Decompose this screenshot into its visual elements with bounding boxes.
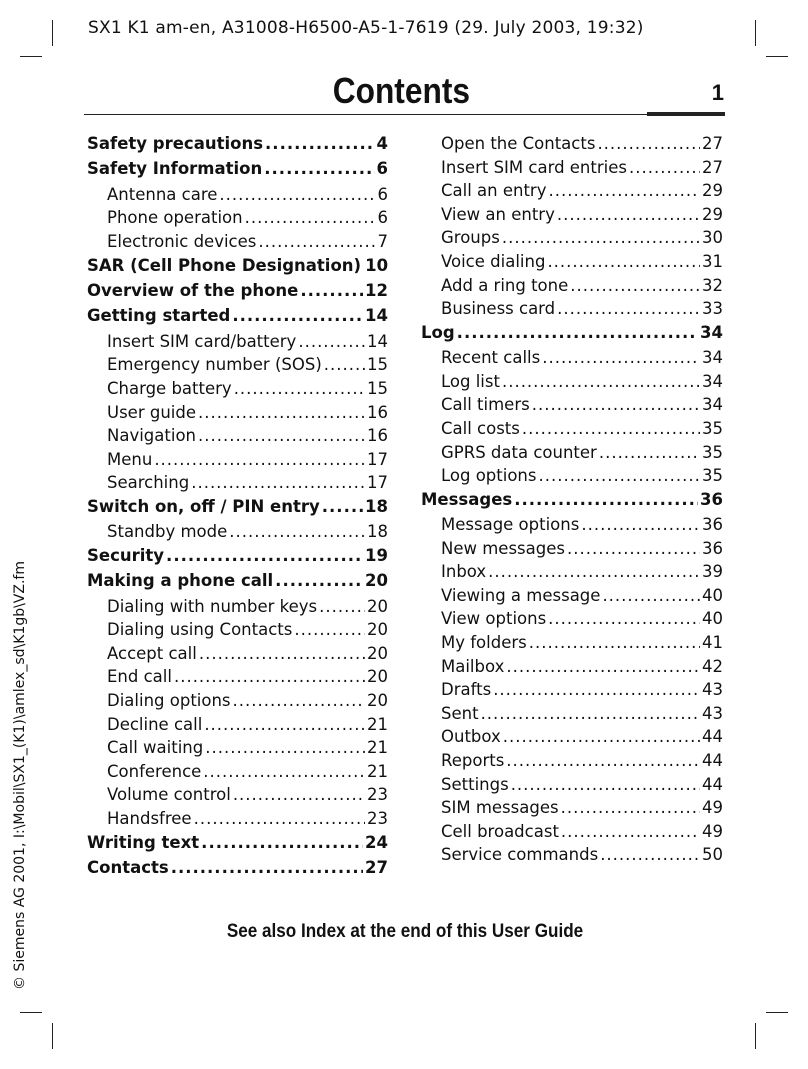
toc-entry-page: 36 xyxy=(702,515,723,535)
toc-entry[interactable] xyxy=(87,134,388,159)
toc-entry-label: Insert SIM card entries xyxy=(441,157,627,177)
toc-entry-label: Safety Information xyxy=(87,159,263,179)
toc-entry-label: Log list xyxy=(441,371,500,391)
toc-entry-page: 44 xyxy=(702,727,723,747)
toc-leader-dots xyxy=(233,785,365,804)
toc-entry[interactable] xyxy=(87,497,388,522)
toc-entry-page: 27 xyxy=(702,134,723,153)
toc-entry-page: 41 xyxy=(702,633,723,653)
toc-entry-page: 6 xyxy=(377,184,388,204)
toc-entry-page: 18 xyxy=(365,496,388,516)
toc-leader-dots xyxy=(602,586,700,605)
toc-entry[interactable] xyxy=(421,657,723,681)
toc-entry[interactable] xyxy=(87,546,388,571)
toc-leader-dots xyxy=(294,620,365,639)
toc-entry-label: Drafts xyxy=(441,680,492,700)
toc-entry[interactable] xyxy=(421,586,723,610)
toc-entry[interactable] xyxy=(87,738,388,762)
toc-entry-label: Call an entry xyxy=(441,181,547,201)
toc-entry[interactable] xyxy=(421,443,723,467)
toc-entry[interactable] xyxy=(87,858,388,883)
toc-entry[interactable] xyxy=(421,798,723,822)
toc-entry-page: 34 xyxy=(700,322,723,342)
toc-entry[interactable] xyxy=(421,228,723,252)
toc-leader-dots xyxy=(488,562,700,581)
toc-entry-label: Safety precautions xyxy=(87,134,264,153)
toc-entry-label: Switch on, off / PIN entry xyxy=(87,496,320,516)
page-number: 1 xyxy=(711,80,724,105)
toc-leader-dots xyxy=(542,348,700,367)
toc-entry[interactable] xyxy=(421,323,723,348)
toc-entry[interactable] xyxy=(421,466,723,490)
toc-entry[interactable] xyxy=(421,348,723,372)
toc-entry-page: 20 xyxy=(367,691,388,711)
toc-leader-dots xyxy=(502,372,700,391)
toc-entry[interactable] xyxy=(421,252,723,276)
toc-entry-page: 23 xyxy=(367,785,388,805)
toc-entry[interactable] xyxy=(421,727,723,751)
toc-entry-page: 23 xyxy=(367,809,388,828)
toc-leader-dots xyxy=(511,775,700,794)
toc-entry-label: Voice dialing xyxy=(441,251,546,271)
toc-leader-dots xyxy=(198,403,365,422)
toc-entry-page: 27 xyxy=(365,857,388,877)
toc-entry-label: Searching xyxy=(107,473,190,493)
toc-leader-dots xyxy=(191,473,365,492)
toc-entry-label: New messages xyxy=(441,538,565,558)
toc-entry-page: 44 xyxy=(702,751,723,771)
toc-leader-dots xyxy=(567,539,700,558)
toc-leader-dots xyxy=(171,858,363,877)
toc-leader-dots xyxy=(203,762,365,781)
toc-entry[interactable] xyxy=(87,809,388,833)
toc-entry[interactable] xyxy=(421,633,723,657)
toc-entry-page: 49 xyxy=(702,821,723,841)
toc-entry-label: Making a phone call xyxy=(87,571,274,591)
toc-leader-dots xyxy=(581,515,700,534)
toc-entry-page: 17 xyxy=(367,473,388,493)
toc-leader-dots xyxy=(493,680,700,699)
toc-leader-dots xyxy=(174,667,365,686)
toc-entry-label: Emergency number (SOS) xyxy=(107,355,322,375)
index-reference-note: See also Index at the end of this User Guide xyxy=(226,921,584,942)
toc-entry[interactable] xyxy=(87,571,388,596)
toc-leader-dots xyxy=(502,228,700,247)
toc-leader-dots xyxy=(539,466,701,485)
toc-entry-label: Call timers xyxy=(441,395,530,415)
toc-entry-label: Phone operation xyxy=(107,208,243,228)
toc-entry-page: 42 xyxy=(702,656,723,676)
toc-leader-dots xyxy=(258,232,375,251)
toc-entry-label: Call costs xyxy=(441,418,520,438)
toc-entry-page: 27 xyxy=(702,157,723,177)
toc-leader-dots xyxy=(457,323,698,342)
toc-entry-page: 50 xyxy=(702,845,723,865)
toc-entry-page: 30 xyxy=(702,228,723,248)
toc-entry-page: 33 xyxy=(702,299,723,319)
toc-entry-label: GPRS data counter xyxy=(441,442,597,462)
toc-entry[interactable] xyxy=(87,185,388,209)
toc-leader-dots xyxy=(198,426,365,445)
toc-entry[interactable] xyxy=(421,372,723,396)
toc-leader-dots xyxy=(503,727,700,746)
toc-entry-page: 43 xyxy=(702,680,723,700)
toc-entry-label: Security xyxy=(87,545,165,565)
toc-entry-page: 35 xyxy=(702,442,723,462)
toc-entry[interactable] xyxy=(87,256,388,281)
toc-leader-dots xyxy=(522,419,700,438)
toc-entry-page: 44 xyxy=(702,774,723,794)
toc-entry-page: 20 xyxy=(367,596,388,616)
toc-entry-label: Reports xyxy=(441,751,505,771)
toc-entry-page: 21 xyxy=(367,761,388,781)
crop-mark-bottom-left-h xyxy=(20,1012,42,1013)
toc-entry-page: 29 xyxy=(702,181,723,201)
toc-leader-dots xyxy=(322,497,363,516)
toc-entry-label: Handsfree xyxy=(107,809,192,828)
toc-leader-dots xyxy=(275,571,363,590)
toc-entry-label: Dialing with number keys xyxy=(107,596,318,616)
toc-entry-page: 20 xyxy=(367,667,388,687)
crop-mark-top-right-v xyxy=(755,20,756,46)
toc-entry-page: 20 xyxy=(367,643,388,663)
toc-entry[interactable] xyxy=(421,609,723,633)
toc-entry[interactable] xyxy=(87,473,388,497)
toc-entry-page: 20 xyxy=(367,620,388,640)
toc-entry-page: 40 xyxy=(702,585,723,605)
toc-entry-page: 39 xyxy=(702,562,723,582)
toc-leader-dots xyxy=(205,738,365,757)
toc-entry-page: 6 xyxy=(376,159,388,179)
toc-entry-label: User guide xyxy=(107,402,196,422)
toc-leader-dots xyxy=(194,809,365,828)
toc-entry[interactable] xyxy=(421,845,723,869)
toc-entry-page: 4 xyxy=(376,134,388,153)
toc-leader-dots xyxy=(514,490,698,509)
toc-entry-page: 24 xyxy=(365,832,388,852)
toc-leader-dots xyxy=(549,181,701,200)
toc-entry-label: Accept call xyxy=(107,643,197,663)
toc-entry-label: Recent calls xyxy=(441,348,541,368)
toc-leader-dots xyxy=(547,252,700,271)
toc-entry[interactable] xyxy=(421,680,723,704)
toc-entry-label: Log options xyxy=(441,466,537,486)
toc-entry[interactable] xyxy=(87,762,388,786)
toc-entry-page: 49 xyxy=(702,798,723,818)
toc-leader-dots xyxy=(199,644,365,663)
toc-leader-dots xyxy=(599,443,700,462)
toc-entry-label: SIM messages xyxy=(441,798,559,818)
toc-entry[interactable] xyxy=(421,395,723,419)
toc-entry-page: 21 xyxy=(367,714,388,734)
toc-leader-dots xyxy=(561,822,700,841)
toc-entry-page: 15 xyxy=(367,378,388,398)
crop-mark-top-left-h xyxy=(20,56,42,57)
toc-entry-label: Call waiting xyxy=(107,738,204,758)
toc-entry-label: Writing text xyxy=(87,832,200,852)
toc-entry-label: Contacts xyxy=(87,857,169,877)
toc-entry[interactable] xyxy=(421,419,723,443)
toc-leader-dots xyxy=(600,845,700,864)
toc-leader-dots xyxy=(481,704,700,723)
toc-entry-page: 36 xyxy=(702,538,723,558)
toc-entry-page: 15 xyxy=(367,355,388,375)
toc-entry[interactable] xyxy=(87,785,388,809)
toc-entry[interactable] xyxy=(421,158,723,182)
toc-entry-label: Mailbox xyxy=(441,656,505,676)
toc-entry-label: Volume control xyxy=(107,785,231,805)
toc-entry-label: Electronic devices xyxy=(107,231,257,251)
toc-entry-page: 16 xyxy=(367,426,388,446)
toc-entry[interactable] xyxy=(421,276,723,300)
toc-entry-label: View options xyxy=(441,609,547,629)
toc-entry-page: 16 xyxy=(367,402,388,422)
toc-entry-label: Service commands xyxy=(441,845,599,865)
toc-entry[interactable] xyxy=(87,306,388,331)
toc-entry[interactable] xyxy=(421,515,723,539)
title-rule xyxy=(84,114,647,115)
toc-entry[interactable] xyxy=(87,450,388,474)
toc-entry-label: Log xyxy=(421,322,455,342)
toc-entry-label: Cell broadcast xyxy=(441,821,559,841)
crop-mark-bottom-right-h xyxy=(766,1012,788,1013)
toc-entry-page: 21 xyxy=(367,738,388,758)
toc-leader-dots xyxy=(233,691,365,710)
toc-entry-page: 34 xyxy=(702,371,723,391)
crop-mark-top-right-h xyxy=(766,56,788,57)
toc-entry-page: 32 xyxy=(702,275,723,295)
toc-entry-page: 7 xyxy=(377,231,388,251)
toc-entry[interactable] xyxy=(421,775,723,799)
toc-entry-label: Open the Contacts xyxy=(441,134,596,153)
toc-entry[interactable] xyxy=(421,205,723,229)
toc-entry-page: 17 xyxy=(367,449,388,469)
toc-entry-page: 20 xyxy=(365,571,388,591)
toc-entry-label: Message options xyxy=(441,515,580,535)
toc-entry-label: Antenna care xyxy=(107,184,218,204)
toc-leader-dots xyxy=(204,715,365,734)
file-info-header: SX1 K1 am-en, A31008-H6500-A5-1-7619 (29. July 2003, 19:32) xyxy=(88,18,644,38)
toc-entry-label: Groups xyxy=(441,228,500,248)
toc-leader-dots xyxy=(561,798,700,817)
toc-entry-page: 36 xyxy=(700,489,723,509)
toc-entry-page: 35 xyxy=(702,418,723,438)
toc-leader-dots xyxy=(506,657,700,676)
toc-entry[interactable] xyxy=(87,667,388,691)
toc-entry-label: Overview of the phone xyxy=(87,280,299,300)
toc-entry[interactable] xyxy=(87,597,388,621)
toc-entry-label: Inbox xyxy=(441,562,487,582)
toc-entry-label: Decline call xyxy=(107,714,203,734)
toc-entry-label: Navigation xyxy=(107,426,196,446)
toc-entry-label: Outbox xyxy=(441,727,501,747)
toc-entry[interactable] xyxy=(87,208,388,232)
toc-entry[interactable] xyxy=(87,426,388,450)
toc-leader-dots xyxy=(557,299,700,318)
toc-entry-page: 10 xyxy=(365,255,389,275)
toc-entry-page: 18 xyxy=(367,522,388,542)
toc-entry[interactable] xyxy=(421,490,723,515)
toc-leader-dots xyxy=(232,306,363,325)
toc-entry-page: 29 xyxy=(702,204,723,224)
toc-leader-dots xyxy=(629,158,700,177)
toc-entry[interactable] xyxy=(87,232,388,256)
toc-right-column xyxy=(421,134,723,869)
toc-entry-label: Settings xyxy=(441,774,509,794)
toc-entry-label: Conference xyxy=(107,761,202,781)
toc-leader-dots xyxy=(245,208,376,227)
toc-entry-page: 35 xyxy=(702,466,723,486)
toc-entry-page: 12 xyxy=(365,280,388,300)
toc-entry[interactable] xyxy=(421,562,723,586)
toc-leader-dots xyxy=(265,134,374,153)
toc-leader-dots xyxy=(219,185,375,204)
page-title: Contents xyxy=(332,70,470,111)
toc-entry[interactable] xyxy=(421,751,723,775)
toc-entry[interactable] xyxy=(87,355,388,379)
toc-entry-label: Viewing a message xyxy=(441,585,601,605)
crop-mark-top-left-v xyxy=(52,20,53,46)
toc-entry-label: Add a ring tone xyxy=(441,275,569,295)
toc-leader-dots xyxy=(154,450,365,469)
toc-entry[interactable] xyxy=(87,332,388,356)
toc-entry-label: Dialing options xyxy=(107,691,231,711)
toc-entry[interactable] xyxy=(421,539,723,563)
toc-leader-dots xyxy=(298,332,365,351)
toc-entry-page: 34 xyxy=(702,395,723,415)
toc-entry-page: 19 xyxy=(365,545,388,565)
toc-leader-dots xyxy=(597,134,700,153)
toc-entry-label: Getting started xyxy=(87,306,231,326)
toc-leader-dots xyxy=(548,609,700,628)
toc-entry-label: End call xyxy=(107,667,172,687)
toc-leader-dots xyxy=(506,751,700,770)
toc-entry-page: 6 xyxy=(377,208,388,228)
toc-entry-label: View an entry xyxy=(441,204,555,224)
toc-entry[interactable] xyxy=(87,379,388,403)
toc-leader-dots xyxy=(234,379,365,398)
toc-entry[interactable] xyxy=(421,299,723,323)
toc-entry-page: 43 xyxy=(702,703,723,723)
toc-entry-page: 40 xyxy=(702,609,723,629)
toc-leader-dots xyxy=(264,159,374,178)
toc-entry-label: Messages xyxy=(421,489,513,509)
toc-leader-dots xyxy=(529,633,700,652)
toc-leader-dots xyxy=(319,597,365,616)
crop-mark-bottom-left-v xyxy=(52,1023,53,1049)
toc-leader-dots xyxy=(570,276,700,295)
toc-leader-dots xyxy=(201,833,363,852)
toc-entry[interactable] xyxy=(87,281,388,306)
toc-entry-label: Menu xyxy=(107,449,153,469)
toc-leader-dots xyxy=(532,395,700,414)
copyright-side-note: © Siemens AG 2001, I:\Mobil\SX1_(K1)\amlex_sd\K1gb\VZ.fm xyxy=(12,561,28,990)
toc-entry[interactable] xyxy=(87,159,388,184)
toc-leader-dots xyxy=(166,546,363,565)
crop-mark-bottom-right-v xyxy=(755,1023,756,1049)
toc-entry[interactable] xyxy=(421,822,723,846)
toc-entry-page: 14 xyxy=(367,331,388,351)
toc-entry-label: Charge battery xyxy=(107,378,232,398)
toc-entry-label: Business card xyxy=(441,299,556,319)
toc-entry[interactable] xyxy=(421,134,723,158)
toc-entry[interactable] xyxy=(87,403,388,427)
toc-entry[interactable] xyxy=(421,704,723,728)
toc-entry-page: 34 xyxy=(702,348,723,368)
toc-left-column xyxy=(87,134,388,883)
toc-entry-page: 14 xyxy=(365,306,388,326)
toc-entry[interactable] xyxy=(87,522,388,546)
toc-leader-dots xyxy=(229,522,365,541)
toc-entry[interactable] xyxy=(87,833,388,858)
toc-entry-page: 31 xyxy=(702,251,723,271)
toc-entry[interactable] xyxy=(421,181,723,205)
toc-entry[interactable] xyxy=(87,691,388,715)
toc-entry-label: Standby mode xyxy=(107,522,228,542)
toc-entry[interactable] xyxy=(87,620,388,644)
toc-leader-dots xyxy=(324,355,365,374)
toc-leader-dots xyxy=(300,281,363,300)
toc-entry-label: Sent xyxy=(441,703,479,723)
toc-entry-label: SAR (Cell Phone Designation) xyxy=(87,255,362,275)
toc-entry[interactable] xyxy=(87,644,388,668)
toc-entry-label: Dialing using Contacts xyxy=(107,620,293,640)
toc-entry-label: My folders xyxy=(441,633,527,653)
toc-entry[interactable] xyxy=(87,715,388,739)
toc-entry-label: Insert SIM card/battery xyxy=(107,331,297,351)
page-number-rule xyxy=(647,112,725,116)
toc-leader-dots xyxy=(557,205,700,224)
